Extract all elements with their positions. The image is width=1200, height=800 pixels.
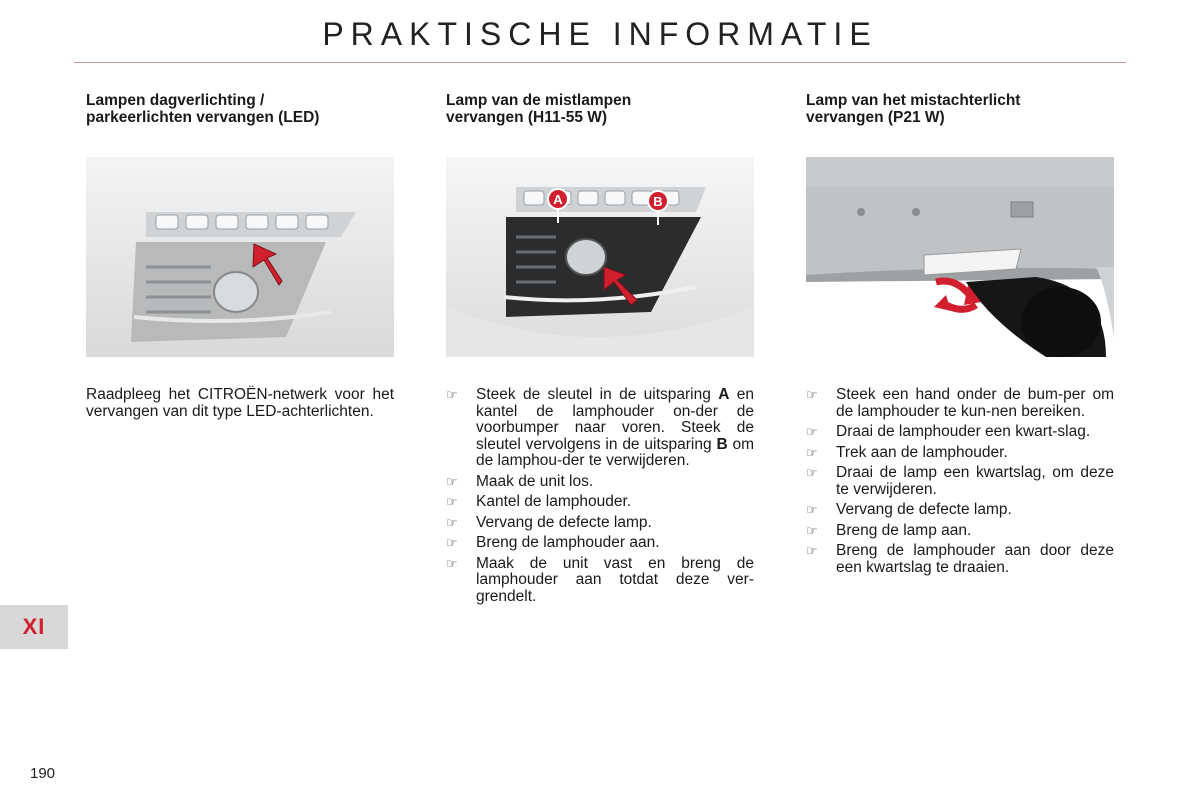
hand-pointing-icon: ☞ xyxy=(806,522,818,538)
heading-line: vervangen (P21 W) xyxy=(806,109,945,126)
list-item: ☞ Steek de sleutel in de uitsparing A en kantel de lamphouder on-der de voorbumper naar voren. Steek de sleutel vervolgens in de uitsparing B om de lamphou-der te verwijderen. xyxy=(446,386,755,469)
page-number: 190 xyxy=(30,765,56,782)
list-item: ☞ Trek aan de lamphouder. xyxy=(806,443,1008,461)
list-item: ☞ Draai de lamp een kwartslag, om deze te verwijderen. xyxy=(806,464,1114,498)
led-lamp-illustration xyxy=(86,157,394,357)
hand-pointing-icon: ☞ xyxy=(806,444,818,460)
hand-pointing-icon: ☞ xyxy=(806,387,818,402)
section-heading xyxy=(86,92,394,144)
list-item: ☞ Kantel de lamphouder. xyxy=(446,493,632,510)
chapter-tab xyxy=(0,605,68,649)
chapter-label: XI xyxy=(22,614,46,639)
hand-pointing-icon: ☞ xyxy=(806,424,818,439)
list-item: ☞ Breng de lamphouder aan. xyxy=(446,534,660,551)
list-item: ☞ Breng de lamp aan. xyxy=(806,521,972,539)
heading-line: vervangen (H11-55 W) xyxy=(446,109,608,126)
section-heading xyxy=(446,92,754,144)
hand-pointing-icon: ☞ xyxy=(806,543,818,558)
title-divider xyxy=(74,62,1126,63)
instruction-steps xyxy=(446,387,754,609)
callout-b-label: B xyxy=(653,194,663,209)
list-item: ☞ Maak de unit los. xyxy=(446,472,594,490)
list-item: ☞ Vervang de defecte lamp. xyxy=(446,513,652,531)
heading-line: parkeerlichten vervangen (LED) xyxy=(86,109,320,126)
fog-lamp-illustration xyxy=(446,157,754,357)
instruction-steps xyxy=(806,387,1114,580)
heading-line: Lamp van de mistlampen xyxy=(446,92,632,109)
rear-fog-lamp-illustration xyxy=(806,157,1114,357)
list-item: ☞ Breng de lamphouder aan door deze een kwartslag te draaien. xyxy=(806,542,1114,576)
callout-a-label: A xyxy=(553,192,563,207)
heading-line: Lampen dagverlichting / xyxy=(86,92,265,109)
section-fog-lamps xyxy=(446,92,755,605)
list-item: ☞ Steek een hand onder de bum-per om de lamphouder te kun-nen bereiken. xyxy=(806,386,1114,420)
hand-pointing-icon: ☞ xyxy=(446,535,458,550)
list-item: ☞ Draai de lamphouder een kwart-slag. xyxy=(806,423,1091,440)
heading-line: Lamp van het mistachterlicht xyxy=(806,92,1021,109)
hand-pointing-icon: ☞ xyxy=(446,387,458,402)
hand-pointing-icon: ☞ xyxy=(806,502,818,517)
page-title: PRAKTISCHE INFORMATIE xyxy=(322,16,878,52)
list-item: ☞ Maak de unit vast en breng de lamphouder aan totdat deze ver-grendelt. xyxy=(446,554,754,605)
hand-pointing-icon: ☞ xyxy=(446,473,458,489)
instruction-paragraph: Raadpleeg het CITROËN-netwerk voor het vervangen van dit type LED-achterlichten. xyxy=(86,386,394,420)
hand-pointing-icon: ☞ xyxy=(446,555,458,571)
list-item: ☞ Vervang de defecte lamp. xyxy=(806,501,1012,518)
hand-pointing-icon: ☞ xyxy=(446,514,458,530)
hand-pointing-icon: ☞ xyxy=(806,465,818,480)
section-heading xyxy=(806,92,1114,144)
section-rear-fog-lamp xyxy=(806,92,1114,576)
hand-pointing-icon: ☞ xyxy=(446,494,458,509)
section-led-lamps xyxy=(86,92,394,420)
